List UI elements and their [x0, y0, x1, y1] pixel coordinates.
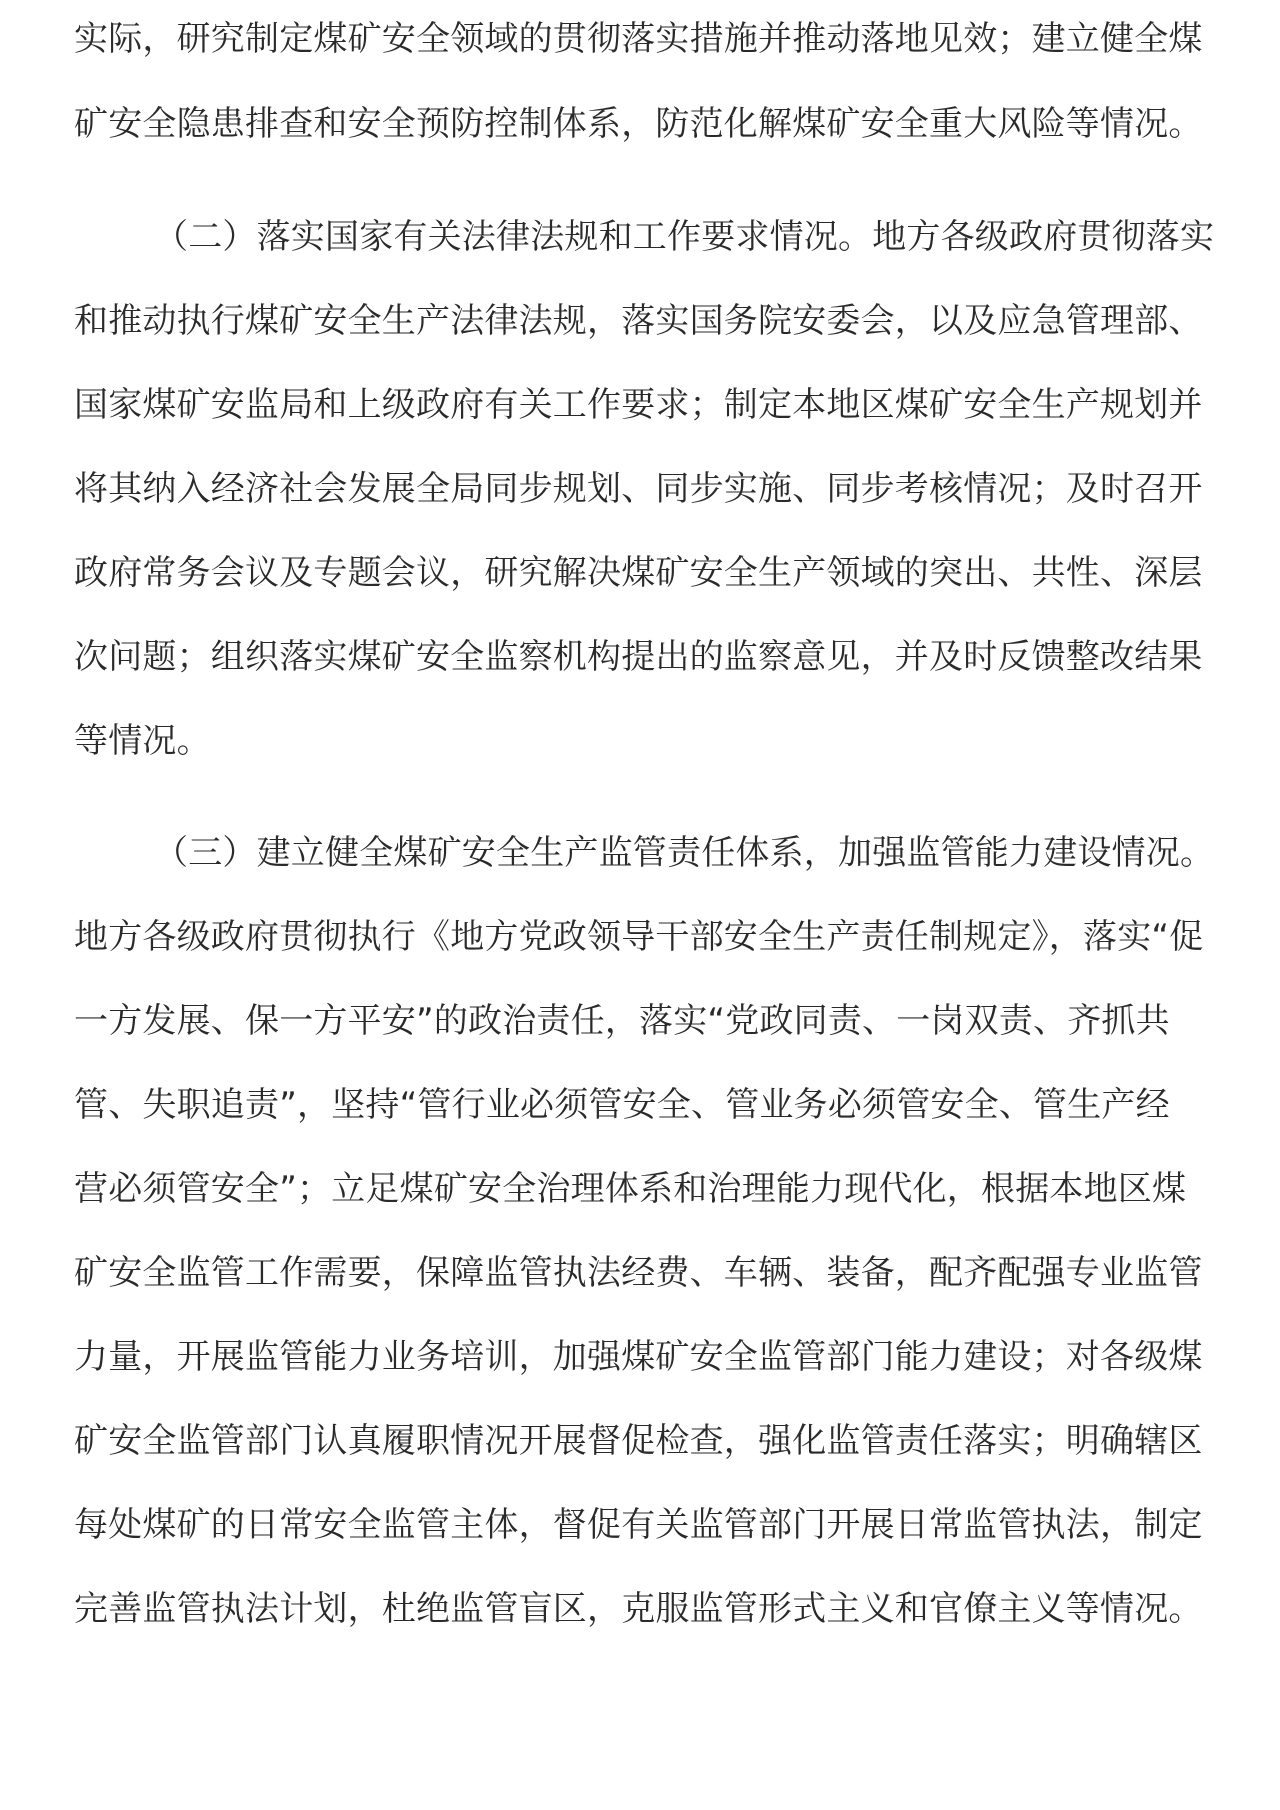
text-line: 等情况。: [74, 721, 211, 761]
text-line: 地方各级政府贯彻执行《地方党政领导干部安全生产责任制规定》，落实“促: [74, 917, 1204, 957]
text-line: 矿安全隐患排查和安全预防控制体系，防范化解煤矿安全重大风险等情况。: [74, 104, 1203, 144]
text-line: 实际，研究制定煤矿安全领域的贯彻落实措施并推动落地见效；建立健全煤: [74, 19, 1203, 59]
section-heading-line: （二）落实国家有关法律法规和工作要求情况。地方各级政府贯彻落实: [154, 217, 1215, 257]
text-line: 矿安全监管部门认真履职情况开展督促检查，强化监管责任落实；明确辖区: [74, 1421, 1203, 1461]
text-line: 次问题；组织落实煤矿安全监察机构提出的监察意见，并及时反馈整改结果: [74, 637, 1203, 677]
text-line: 和推动执行煤矿安全生产法律法规，落实国务院安委会，以及应急管理部、: [74, 301, 1203, 341]
text-line: 矿安全监管工作需要，保障监管执法经费、车辆、装备，配齐配强专业监管: [74, 1253, 1203, 1293]
text-line: 政府常务会议及专题会议，研究解决煤矿安全生产领域的突出、共性、深层: [74, 553, 1203, 593]
text-line: 将其纳入经济社会发展全局同步规划、同步实施、同步考核情况；及时召开: [74, 469, 1203, 509]
text-line: 一方发展、保一方平安”的政治责任，落实“党政同责、一岗双责、齐抓共: [74, 1001, 1170, 1041]
text-line: 管、失职追责”，坚持“管行业必须管安全、管业务必须管安全、管生产经: [74, 1085, 1170, 1125]
text-line: 力量，开展监管能力业务培训，加强煤矿安全监管部门能力建设；对各级煤: [74, 1337, 1203, 1377]
text-line: 每处煤矿的日常安全监管主体，督促有关监管部门开展日常监管执法，制定: [74, 1505, 1203, 1545]
text-line: 营必须管安全”；立足煤矿安全治理体系和治理能力现代化，根据本地区煤: [74, 1169, 1187, 1209]
text-line: 完善监管执法计划，杜绝监管盲区，克服监管形式主义和官僚主义等情况。: [74, 1589, 1203, 1629]
section-heading-line: （三）建立健全煤矿安全生产监管责任体系，加强监管能力建设情况。: [154, 833, 1215, 873]
text-line: 国家煤矿安监局和上级政府有关工作要求；制定本地区煤矿安全生产规划并: [74, 385, 1203, 425]
